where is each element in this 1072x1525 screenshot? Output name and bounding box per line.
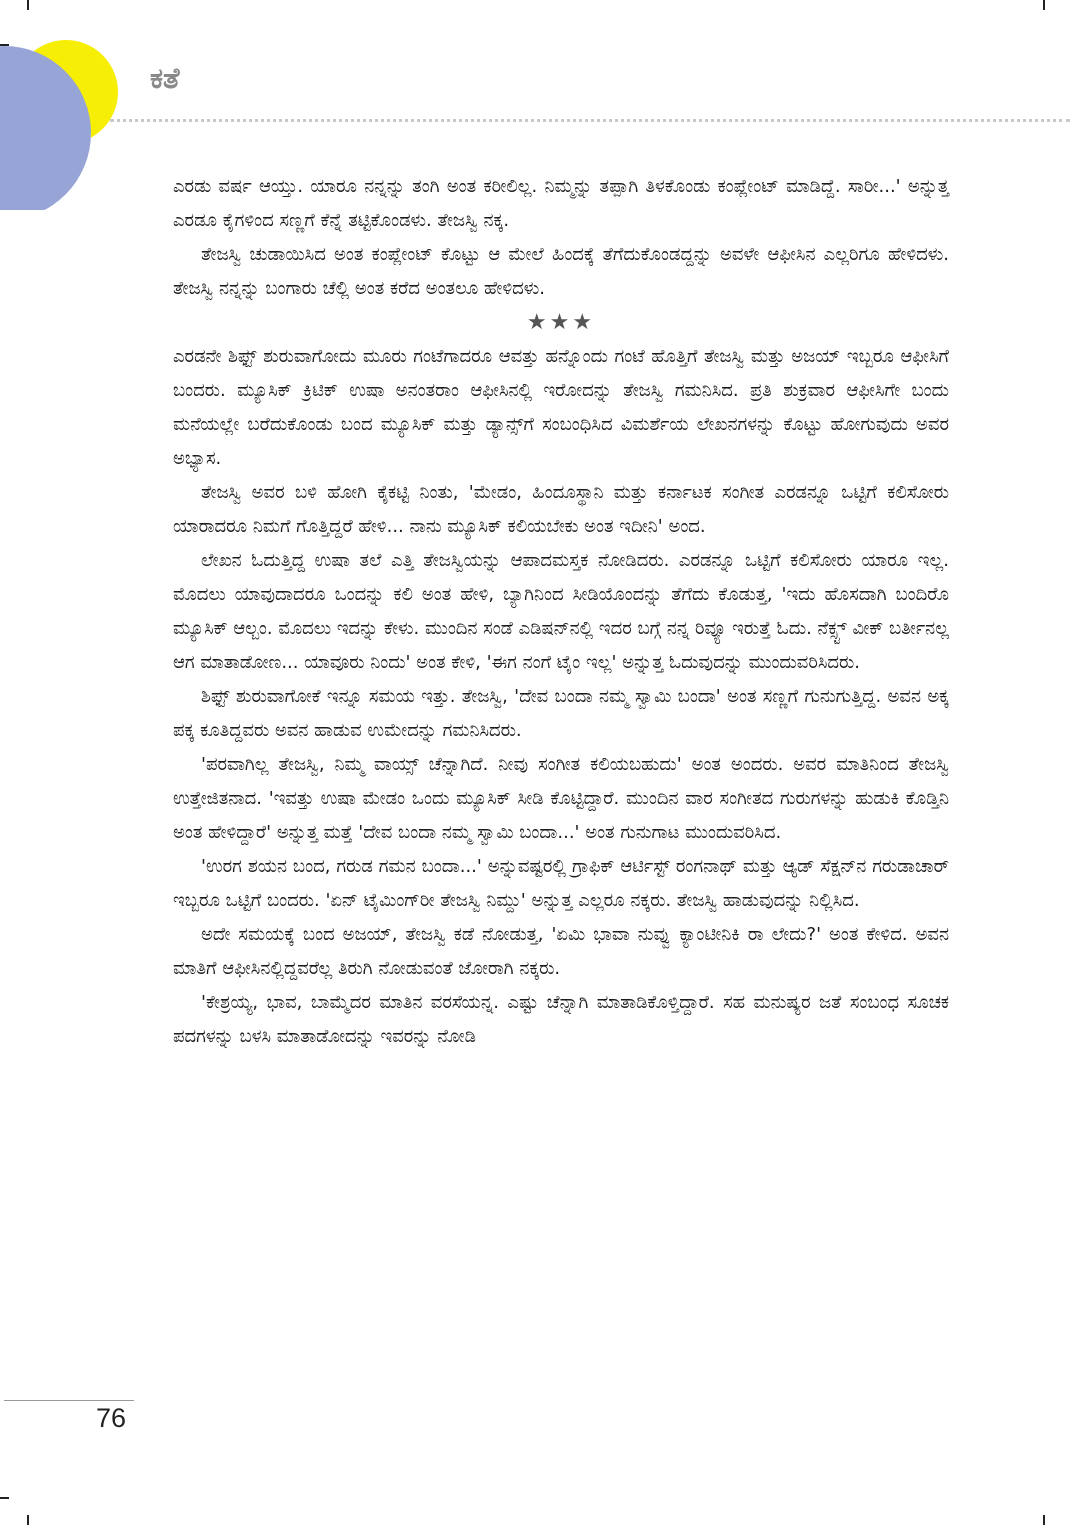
paragraph: ಲೇಖನ ಓದುತ್ತಿದ್ದ ಉಷಾ ತಲೆ ಎತ್ತಿ ತೇಜಸ್ವಿಯನ್ನು ಆಪಾದಮಸ್ತಕ ನೋಡಿದರು. ಎರಡನ್ನೂ ಒಟ್ಟಿಗೆ ಕಲಿಸೋರು ಯಾರೂ ಇಲ್ಲ. ಮೊದಲು ಯಾವುದಾದರೂ ಒಂದನ್ನು ಕಲಿ ಅಂತ ಹೇಳಿ, ಬ್ಯಾಗಿನಿಂದ ಸೀಡಿಯೊಂದನ್ನು ತೆಗೆದು ಕೊಡುತ್ತ, 'ಇದು ಹೊಸದಾಗಿ ಬಂದಿರೊ ಮ್ಯೂಸಿಕ್ ಆಲ್ಬಂ. ಮೊದಲು ಇದನ್ನು ಕೇಳು. ಮುಂದಿನ ಸಂಡೆ ಎಡಿಷನ್‌ನಲ್ಲಿ ಇದರ ಬಗ್ಗೆ ನನ್ನ ರಿವ್ಯೂ ಇರುತ್ತೆ ಓದು. ನೆಕ್ಸ್ಟ್ ವೀಕ್ ಬರ್ತೀನಲ್ಲ ಆಗ ಮಾತಾಡೋಣ... ಯಾವೂರು ನಿಂದು' ಅಂತ ಕೇಳಿ, 'ಈಗ ನಂಗೆ ಟೈಂ ಇಲ್ಲ' ಅನ್ನುತ್ತ ಓದುವುದನ್ನು ಮುಂದುವರಿಸಿದರು. — [173, 550, 949, 673]
paragraph: ಎರಡು ವರ್ಷ ಆಯ್ತು. ಯಾರೂ ನನ್ನನ್ನು ತಂಗಿ ಅಂತ ಕರೀಲಿಲ್ಲ. ನಿಮ್ಮನ್ನು ತಪ್ಪಾಗಿ ತಿಳಕೊಂಡು ಕಂಪ್ಲೇಂಟ್ ಮಾಡಿದ್ದೆ. ಸಾರೀ...' ಅನ್ನುತ್ತ ಎರಡೂ ಕೈಗಳಿಂದ ಸಣ್ಣಗೆ ಕೆನ್ನೆ ತಟ್ಟಿಕೊಂಡಳು. ತೇಜಸ್ವಿ ನಕ್ಕ. — [173, 176, 949, 231]
story-body — [173, 170, 949, 1054]
paragraph: 'ಉರಗ ಶಯನ ಬಂದ, ಗರುಡ ಗಮನ ಬಂದಾ...' ಅನ್ನುವಷ್ಟರಲ್ಲಿ ಗ್ರಾಫಿಕ್ ಆರ್ಟಿಸ್ಟ್ ರಂಗನಾಥ್ ಮತ್ತು ಆ್ಯಡ್ ಸೆಕ್ಷನ್‌ನ ಗರುಡಾಚಾರ್ ಇಬ್ಬರೂ ಒಟ್ಟಿಗೆ ಬಂದರು. 'ಏನ್ ಟೈಮಿಂಗ್‌ರೀ ತೇಜಸ್ವಿ ನಿಮ್ದು' ಅನ್ನುತ್ತ ಎಲ್ಲರೂ ನಕ್ಕರು. ತೇಜಸ್ವಿ ಹಾಡುವುದನ್ನು ನಿಲ್ಲಿಸಿದ. — [173, 856, 949, 911]
paragraph: 'ಪರವಾಗಿಲ್ಲ ತೇಜಸ್ವಿ, ನಿಮ್ಮ ವಾಯ್ಸ್ ಚೆನ್ನಾಗಿದೆ. ನೀವು ಸಂಗೀತ ಕಲಿಯಬಹುದು' ಅಂತ ಅಂದರು. ಅವರ ಮಾತಿನಿಂದ ತೇಜಸ್ವಿ ಉತ್ತೇಜಿತನಾದ. 'ಇವತ್ತು ಉಷಾ ಮೇಡಂ ಒಂದು ಮ್ಯೂಸಿಕ್ ಸೀಡಿ ಕೊಟ್ಟಿದ್ದಾರೆ. ಮುಂದಿನ ವಾರ ಸಂಗೀತದ ಗುರುಗಳನ್ನು ಹುಡುಕಿ ಕೊಡ್ತಿನಿ ಅಂತ ಹೇಳಿದ್ದಾರೆ' ಅನ್ನುತ್ತ ಮತ್ತೆ 'ದೇವ ಬಂದಾ ನಮ್ಮ ಸ್ವಾಮಿ ಬಂದಾ...' ಅಂತ ಗುನುಗಾಟ ಮುಂದುವರಿಸಿದ. — [173, 754, 949, 843]
paragraph: ಎರಡನೇ ಶಿಫ್ಟ್ ಶುರುವಾಗೋದು ಮೂರು ಗಂಟೆಗಾದರೂ ಆವತ್ತು ಹನ್ನೊಂದು ಗಂಟೆ ಹೊತ್ತಿಗೆ ತೇಜಸ್ವಿ ಮತ್ತು ಅಜಯ್ ಇಬ್ಬರೂ ಆಫೀಸಿಗೆ ಬಂದರು. ಮ್ಯೂಸಿಕ್ ಕ್ರಿಟಿಕ್ ಉಷಾ ಅನಂತರಾಂ ಆಫೀಸಿನಲ್ಲಿ ಇರೋದನ್ನು ತೇಜಸ್ವಿ ಗಮನಿಸಿದ. ಪ್ರತಿ ಶುಕ್ರವಾರ ಆಫೀಸಿಗೇ ಬಂದು ಮನೆಯಲ್ಲೇ ಬರೆದುಕೊಂಡು ಬಂದ ಮ್ಯೂಸಿಕ್ ಮತ್ತು ಡ್ಯಾನ್ಸ್‌ಗೆ ಸಂಬಂಧಿಸಿದ ವಿಮರ್ಶೆಯ ಲೇಖನಗಳನ್ನು ಕೊಟ್ಟು ಹೋಗುವುದು ಅವರ ಅಭ್ಯಾಸ. — [173, 346, 949, 469]
crop-mark-top-right — [1043, 0, 1045, 10]
crop-mark-left-lower — [0, 1497, 9, 1499]
paragraph: ಅದೇ ಸಮಯಕ್ಕೆ ಬಂದ ಅಜಯ್, ತೇಜಸ್ವಿ ಕಡೆ ನೋಡುತ್ತ, 'ಏಮಿ ಭಾವಾ ನುವ್ವು ಕ್ಯಾಂಟೀನಿಕಿ ರಾ ಲೇದು?' ಅಂತ ಕೇಳಿದ. ಅವನ ಮಾತಿಗೆ ಆಫೀಸಿನಲ್ಲಿದ್ದವರೆಲ್ಲ ತಿರುಗಿ ನೋಡುವಂತೆ ಜೋರಾಗಿ ನಕ್ಕರು. — [173, 924, 949, 979]
paragraph: ತೇಜಸ್ವಿ ಚುಡಾಯಿಸಿದ ಅಂತ ಕಂಪ್ಲೇಂಟ್ ಕೊಟ್ಟು ಆ ಮೇಲೆ ಹಿಂದಕ್ಕೆ ತೆಗೆದುಕೊಂಡದ್ದನ್ನು ಅವಳೇ ಆಫೀಸಿನ ಎಲ್ಲರಿಗೂ ಹೇಳಿದಳು. ತೇಜಸ್ವಿ ನನ್ನನ್ನು ಬಂಗಾರು ಚೆಲ್ಲಿ ಅಂತ ಕರೆದ ಅಂತಲೂ ಹೇಳಿದಳು. — [173, 244, 949, 299]
page-number-rule — [4, 1400, 134, 1401]
page-number: 76 — [96, 1403, 127, 1433]
dotted-header-rule — [110, 119, 1070, 122]
paragraph: 'ಕೇಶ್ರಯ್ಯ, ಭಾವ, ಬಾಮ್ಮೆದರ ಮಾತಿನ ವರಸೆಯನ್ನ. ಎಷ್ಟು ಚೆನ್ನಾಗಿ ಮಾತಾಡಿಕೊಳ್ತಿದ್ದಾರೆ. ಸಹ ಮನುಷ್ಯರ ಜತೆ ಸಂಬಂಧ ಸೂಚಕ ಪದಗಳನ್ನು ಬಳಸಿ ಮಾತಾಡೋದನ್ನು ಇವರನ್ನು ನೋಡಿ — [173, 992, 949, 1047]
paragraph: ತೇಜಸ್ವಿ ಅವರ ಬಳಿ ಹೋಗಿ ಕೈಕಟ್ಟಿ ನಿಂತು, 'ಮೇಡಂ, ಹಿಂದೂಸ್ಥಾನಿ ಮತ್ತು ಕರ್ನಾಟಕ ಸಂಗೀತ ಎರಡನ್ನೂ ಒಟ್ಟಿಗೆ ಕಲಿಸೋರು ಯಾರಾದರೂ ನಿಮಗೆ ಗೊತ್ತಿದ್ದರೆ ಹೇಳಿ... ನಾನು ಮ್ಯೂಸಿಕ್ ಕಲಿಯಬೇಕು ಅಂತ ಇದೀನಿ' ಅಂದ. — [173, 482, 949, 537]
crop-mark-bottom-right — [1043, 1515, 1045, 1525]
paragraph: ಶಿಫ್ಟ್ ಶುರುವಾಗೋಕೆ ಇನ್ನೂ ಸಮಯ ಇತ್ತು. ತೇಜಸ್ವಿ, 'ದೇವ ಬಂದಾ ನಮ್ಮ ಸ್ವಾಮಿ ಬಂದಾ' ಅಂತ ಸಣ್ಣಗೆ ಗುನುಗುತ್ತಿದ್ದ. ಅವನ ಅಕ್ಕ ಪಕ್ಕ ಕೂತಿದ್ದವರು ಅವನ ಹಾಡುವ ಉಮೇದನ್ನು ಗಮನಿಸಿದರು. — [173, 686, 949, 741]
crop-mark-bottom-left — [27, 1515, 29, 1525]
decorative-circles — [0, 0, 140, 210]
section-title: ಕತೆ — [150, 61, 180, 95]
section-separator: ★★★ — [526, 310, 596, 335]
